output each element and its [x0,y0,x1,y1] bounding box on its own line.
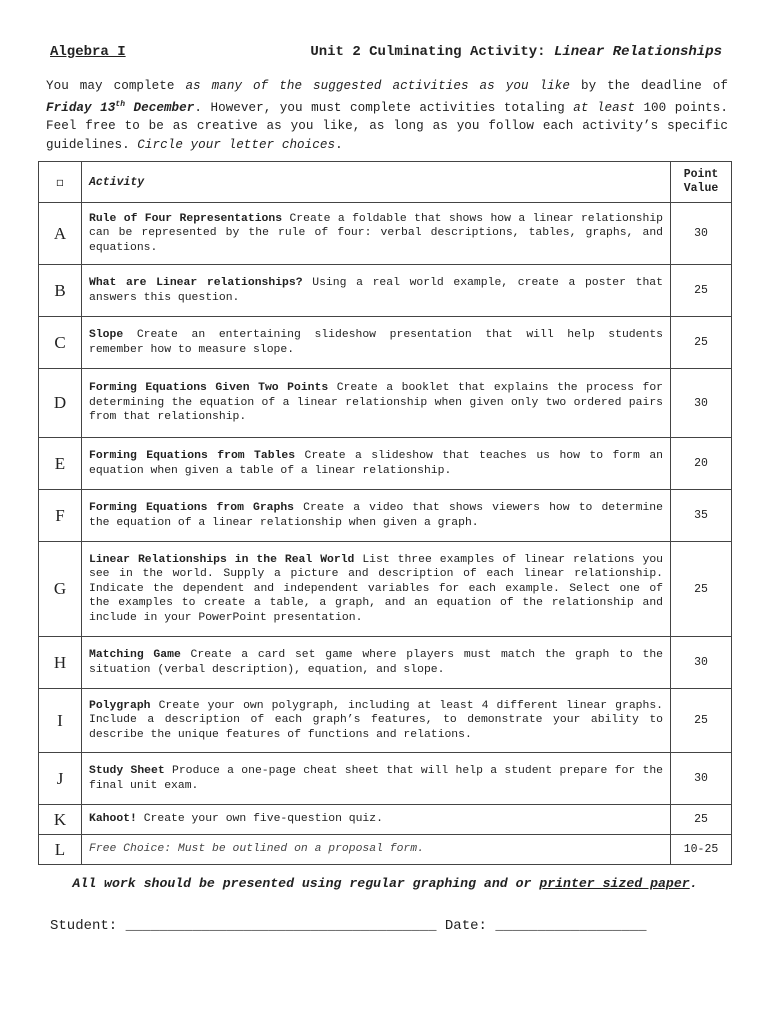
intro-emphasis: Circle your letter choices [137,137,336,152]
signature-line [50,918,647,934]
activity-name: Matching Game [89,648,181,661]
intro-text: by the deadline of [569,79,729,93]
activity-letter[interactable]: D [39,369,82,438]
activity-name: Linear Relationships in the Real World [89,553,355,566]
activity-points: 25 [671,317,732,369]
activity-letter[interactable]: J [39,753,82,805]
activity-description [82,317,671,369]
activity-description [82,835,671,865]
activity-text: Create a card set game where players must match the graph to the situation (verbal description), equation, and slope. [89,648,663,676]
title-emphasis: Linear Relationships [553,44,722,60]
deadline-ordinal: th [115,99,126,109]
date-field[interactable]: __________________ [495,918,647,934]
activity-description [82,637,671,689]
intro-text: 100 points. Feel free to be as creative as you like, as long as you follow each activity’s specific guidelines. [46,100,728,152]
activity-description [82,689,671,753]
activity-points: 30 [671,203,732,265]
deadline [46,101,194,115]
table-row [39,835,732,865]
activity-text: Create a foldable that shows how a linear relationship can be represented by the rule of four: verbal descriptions, tables, graphs, and equations. [89,212,663,254]
activity-description [82,490,671,542]
activities-table [38,161,732,865]
activity-points: 25 [671,542,732,637]
activity-points: 25 [671,265,732,317]
activity-letter[interactable]: F [39,490,82,542]
table-row [39,805,732,835]
title-prefix: Unit 2 Culminating Activity: [310,44,554,60]
intro-emphasis: at least [573,100,635,115]
activity-name: Slope [89,328,124,341]
note-end: . [689,876,698,891]
activity-name: Polygraph [89,699,151,712]
intro-emphasis: as many of the suggested activities as you like [185,79,570,93]
activity-text: Create a video that shows viewers how to determine the equation of a linear relationship when given a graph. [89,501,663,529]
activity-text: Create your own polygraph, including at least 4 different linear graphs. Include a description of each graph’s features, to demonstrate your ability to describe the unique features of functions and relations. [89,699,663,741]
activity-name: Kahoot! [89,813,137,826]
activity-name: Forming Equations Given Two Points [89,382,329,395]
course-name: Algebra I [50,44,126,60]
points-column-header: Point Value [671,162,732,203]
checkbox-header-icon: ◻ [39,162,82,203]
activity-description [82,542,671,637]
activity-name: Forming Equations from Graphs [89,501,295,514]
table-row [39,542,732,637]
activity-letter[interactable]: K [39,805,82,835]
activity-points: 25 [671,689,732,753]
activity-points: 35 [671,490,732,542]
paper-requirement-note [0,876,770,891]
activity-letter[interactable]: L [39,835,82,865]
student-name-field[interactable]: _____________________________________ [125,918,437,934]
activity-letter[interactable]: H [39,637,82,689]
activity-description [82,438,671,490]
activity-letter[interactable]: B [39,265,82,317]
activity-points: 30 [671,753,732,805]
intro-text: . [335,137,343,152]
activity-points: 20 [671,438,732,490]
activity-text: List three examples of linear relations you see in the world. Supply a picture and description of each linear relationship. Indicate the dependent and independent variables for each example. Select one of the examples to create a table, a graph, and an equation of the relationship and include in your PowerPoint presentation. [89,553,664,624]
document-header [50,44,722,66]
deadline-day: Friday 13 [46,100,116,115]
table-row [39,438,732,490]
activity-points: 30 [671,369,732,438]
table-header-row [39,162,732,203]
activity-letter[interactable]: A [39,203,82,265]
table-row [39,689,732,753]
date-label: Date: [444,918,487,934]
table-row [39,265,732,317]
activity-letter[interactable]: G [39,542,82,637]
document-title [310,44,722,60]
activity-points: 30 [671,637,732,689]
activity-text: Create your own five-question quiz. [136,813,383,826]
activity-description [82,753,671,805]
activity-points: 10-25 [671,835,732,865]
activity-name: What are Linear relationships? [89,276,303,289]
activity-letter[interactable]: E [39,438,82,490]
activity-text: Free Choice: Must be outlined on a proposal form. [89,843,424,856]
activity-text: Produce a one-page cheat sheet that will help a student prepare for the final unit exam. [89,764,663,792]
activity-name: Rule of Four Representations [89,212,283,225]
intro-text: . However, you must complete activities totaling [194,100,574,115]
table-row [39,753,732,805]
student-label: Student: [50,918,118,934]
activity-name: Forming Equations from Tables [89,449,296,462]
table-row [39,637,732,689]
note-text: All work should be presented using regular graphing and or [72,876,540,891]
intro-text: You may complete [46,79,186,93]
activity-description [82,369,671,438]
activity-text: Create a booklet that explains the process for determining the equation of a linear relationship when given only two ordered pairs from that relationship. [89,382,663,424]
activity-text: Create an entertaining slideshow presentation that will help students remember how to measure slope. [89,328,663,356]
activity-letter[interactable]: I [39,689,82,753]
activity-description [82,805,671,835]
activity-text: Create a slideshow that teaches us how to form an equation when given a table of a linear relationship. [89,449,663,477]
table-row [39,369,732,438]
activity-name: Study Sheet [89,764,165,777]
activity-letter[interactable]: C [39,317,82,369]
instructions-paragraph [46,77,728,155]
table-row [39,490,732,542]
activity-points: 25 [671,805,732,835]
activity-description [82,265,671,317]
activity-column-header: Activity [82,162,671,203]
note-underlined: printer sized paper [539,876,690,891]
deadline-month: December [125,100,195,115]
table-row [39,203,732,265]
activity-description [82,203,671,265]
activity-text: Using a real world example, create a poster that answers this question. [89,276,663,304]
table-row [39,317,732,369]
